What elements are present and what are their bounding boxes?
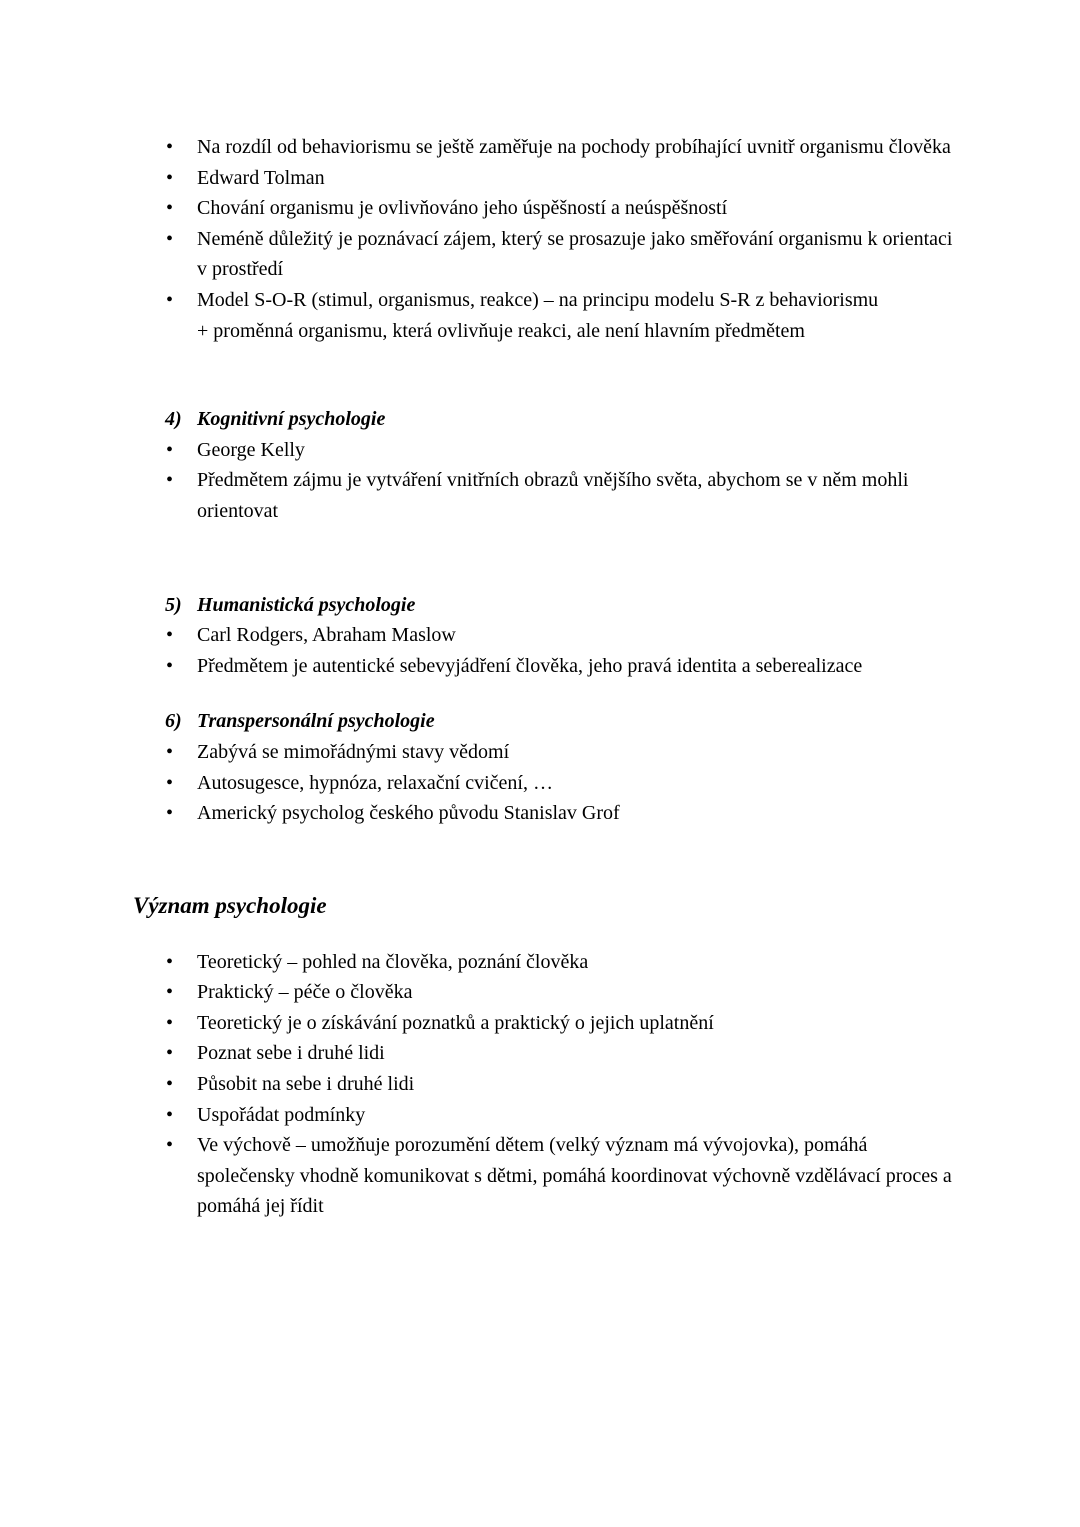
vyznam-bullet-list (0, 947, 1080, 1222)
list-item: • Uspořádat podmínky (197, 1100, 955, 1131)
list-item: • Ve výchově – umožňuje porozumění dětem (velký význam má vývojovka), pomáhá společensky vhodně komunikovat s dětmi, pomáhá koordinovat výchovně vzdělávací proces a pomáhá jej řídit (197, 1130, 955, 1222)
section-transpersonalni-psychologie (0, 706, 1080, 828)
section-bullet-list (0, 435, 1080, 527)
list-item: • Chování organismu je ovlivňováno jeho úspěšností a neúspěšností (197, 193, 955, 224)
intro-bullet-list (0, 132, 1080, 346)
list-item: • Autosugesce, hypnóza, relaxační cvičení, … (197, 768, 955, 799)
list-item: • Na rozdíl od behaviorismu se ještě zaměřuje na pochody probíhající uvnitř organismu člověka (197, 132, 955, 163)
list-item: • Teoretický – pohled na člověka, poznání člověka (197, 947, 955, 978)
section-number: 6) (165, 710, 182, 733)
list-item: • Působit na sebe i druhé lidi (197, 1069, 955, 1100)
section-number: 5) (165, 593, 182, 616)
section-title: Kognitivní psychologie (197, 408, 386, 431)
list-item: • Edward Tolman (197, 163, 955, 194)
list-item: • Předmětem zájmu je vytváření vnitřních obrazů vnějšího světa, abychom se v něm mohli orientovat (197, 465, 955, 526)
list-item: • Neméně důležitý je poznávací zájem, který se prosazuje jako směřování organismu k orientaci v prostředí (197, 224, 955, 285)
section-title: Humanistická psychologie (197, 593, 416, 616)
section-bullet-list (0, 620, 1080, 681)
section-heading (0, 590, 1080, 621)
section-humanisticka-psychologie (0, 590, 1080, 682)
list-item: • Zabývá se mimořádnými stavy vědomí (197, 737, 955, 768)
list-item: • Předmětem je autentické sebevyjádření člověka, jeho pravá identita a seberealizace (197, 651, 955, 682)
section-number: 4) (165, 408, 182, 431)
section-bullet-list (0, 737, 1080, 829)
list-item: • Carl Rodgers, Abraham Maslow (197, 620, 955, 651)
list-item: • George Kelly (197, 435, 955, 466)
list-item: • Teoretický je o získávání poznatků a praktický o jejich uplatnění (197, 1008, 955, 1039)
list-item: • Americký psycholog českého původu Stanislav Grof (197, 798, 955, 829)
main-heading: Význam psychologie (133, 892, 327, 918)
section-title: Transpersonální psychologie (197, 710, 435, 733)
list-item: • Praktický – péče o člověka (197, 977, 955, 1008)
section-heading (0, 706, 1080, 737)
list-item: • Model S-O-R (stimul, organismus, reakce) – na principu modelu S-R z behaviorismu + proměnná organismu, která ovlivňuje reakci, ale není hlavním předmětem (197, 285, 955, 346)
list-item: • Poznat sebe i druhé lidi (197, 1038, 955, 1069)
section-kognitivni-psychologie (0, 404, 1080, 526)
section-heading (0, 404, 1080, 435)
